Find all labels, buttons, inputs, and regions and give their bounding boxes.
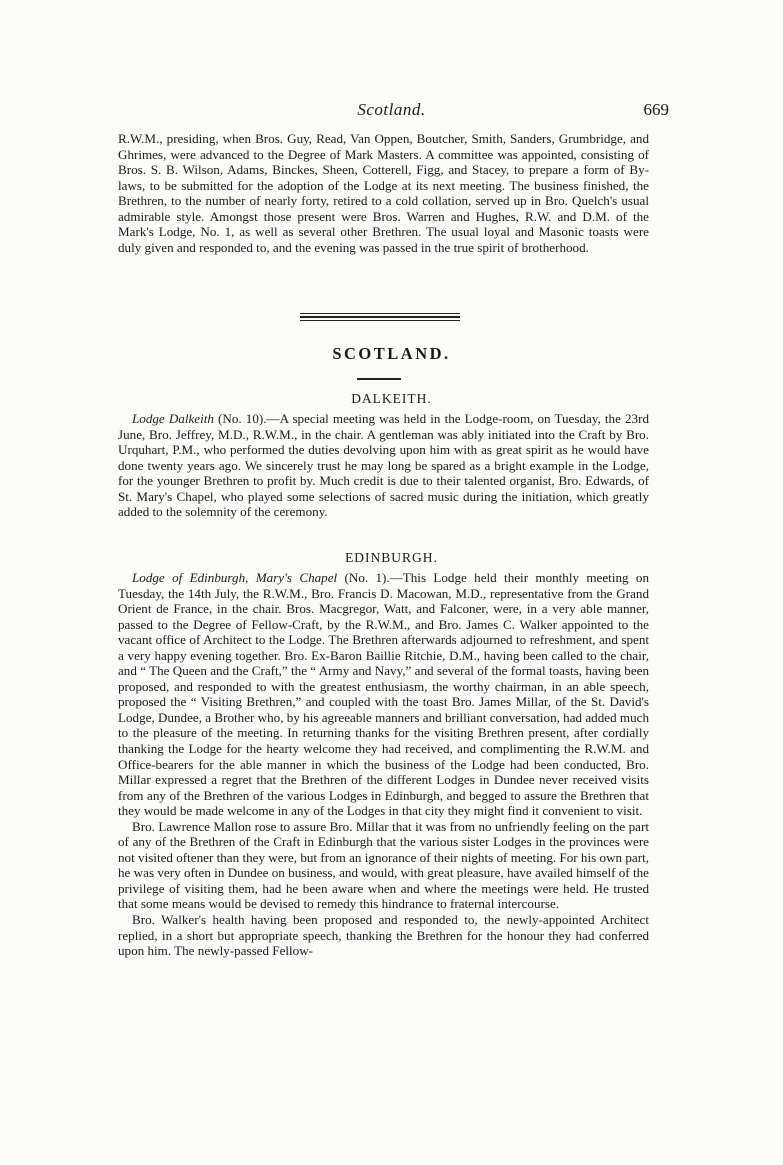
edinburgh-paragraph-3: Bro. Walker's health having been proposed and responded to, the newly-appointed Architect replied, in a short but appropriate speech, thanking the Brethren for the honour they had conferred upon him. The newly-passed Fellow-: [118, 912, 649, 959]
edinburgh-block: [118, 570, 649, 959]
dalkeith-paragraph: [118, 411, 649, 520]
intro-block: [118, 131, 649, 255]
dalkeith-block: [118, 411, 649, 520]
section-title-rule: [357, 378, 401, 380]
running-head: [0, 100, 783, 124]
dalkeith-text: (No. 10).—A special meeting was held in the Lodge-room, on Tuesday, the 23rd June, Bro. Jeffrey, M.D., R.W.M., in the chair. A gentleman was ably initiated into the Craft by Bro. Urquhart, P.M., who performed the duties devolving upon him with as great spirit as he would have done twenty years ago. We sincerely trust he may long be spared as a bright example in the Lodge, for the younger Brethren to profit by. Much credit is due to their talented organist, Bro. Edwards, of St. Mary's Chapel, who played some selections of sacred music during the initiation, which greatly added to the solemnity of the ceremony.: [118, 411, 649, 520]
page-number: 669: [643, 100, 669, 119]
edinburgh-paragraph-1: [118, 570, 649, 819]
running-head-title: Scotland.: [357, 100, 426, 119]
edinburgh-lodge-name: Lodge of Edinburgh, Mary's Chapel: [132, 570, 338, 585]
edinburgh-text-1: (No. 1).—This Lodge held their monthly meeting on Tuesday, the 14th July, the R.W.M., Bro. Francis D. Macowan, M.D., representative from the Grand Orient de France, in the chair. Bros. Macgregor, Watt, and Falconer, were, in a very able manner, passed to the Degree of Fellow-Craft, by the R.W.M., and Bro. James C. Walker appointed to the vacant office of Architect to the Lodge. The Brethren afterwards adjourned to refreshment, and spent a very happy evening together. Bro. Ex-Baron Baillie Ritchie, D.M., having been called to the chair, and “ The Queen and the Craft,” the “ Army and Navy,” and several of the formal toasts, having been proposed, and responded to with the greatest enthusiasm, the worthy chairman, in an able speech, proposed the “ Visiting Brethren,” and coupled with the toast Bro. James Millar, of the St. David's Lodge, Dundee, a Brother who, by his agreeable manners and brilliant conversation, had added much to the pleasure of the meeting. In returning thanks for the visiting Brethren present, after cordially thanking the Lodge for the hearty welcome they had received, and complimenting the R.W.M. and Office-bearers for the able manner in which the business of the Lodge had been conducted, Bro. Millar expressed a regret that the Brethren of the different Lodges in Dundee never received visits from any of the Brethren of the various Lodges in Edinburgh, and begged to assure the Brethren that they would be made welcome in any of the Lodges in that city they might find it convenient to visit.: [118, 570, 649, 819]
edinburgh-paragraph-2: Bro. Lawrence Mallon rose to assure Bro. Millar that it was from no unfriendly feeling on the part of any of the Brethren of the Craft in Edinburgh that the various sister Lodges in the provinces were not visited oftener than they were, but from an ignorance of their nights of meeting. For his own part, he was very often in Dundee on business, and would, with great pleasure, have availed himself of the privilege of visiting them, had he been aware when and where the meetings were held. He trusted that some means would be devised to remedy this hindrance to fraternal intercourse.: [118, 818, 649, 912]
section-divider: [300, 313, 460, 321]
intro-paragraph: R.W.M., presiding, when Bros. Guy, Read, Van Oppen, Boutcher, Smith, Sanders, Grumbridge, and Ghrimes, were advanced to the Degree of Mark Masters. A committee was appointed, consisting of Bros. S. B. Wilson, Adams, Binckes, Sheen, Cotterell, Figg, and Stacey, to prepare a form of By-laws, to be submitted for the adoption of the Lodge at its next meeting. The business finished, the Brethren, to the number of nearly forty, retired to a cold collation, served up in Bro. Quelch's usual admirable style. Amongst those present were Bros. Warren and Hughes, R.W. and D.M. of the Mark's Lodge, No. 1, as well as several other Brethren. The usual loyal and Masonic toasts were duly given and responded to, and the evening was passed in the true spirit of brotherhood.: [118, 131, 649, 255]
dalkeith-lodge-name: Lodge Dalkeith: [132, 411, 214, 426]
dalkeith-heading: DALKEITH.: [351, 391, 432, 406]
edinburgh-heading: EDINBURGH.: [345, 550, 438, 565]
section-title: SCOTLAND.: [332, 344, 451, 363]
